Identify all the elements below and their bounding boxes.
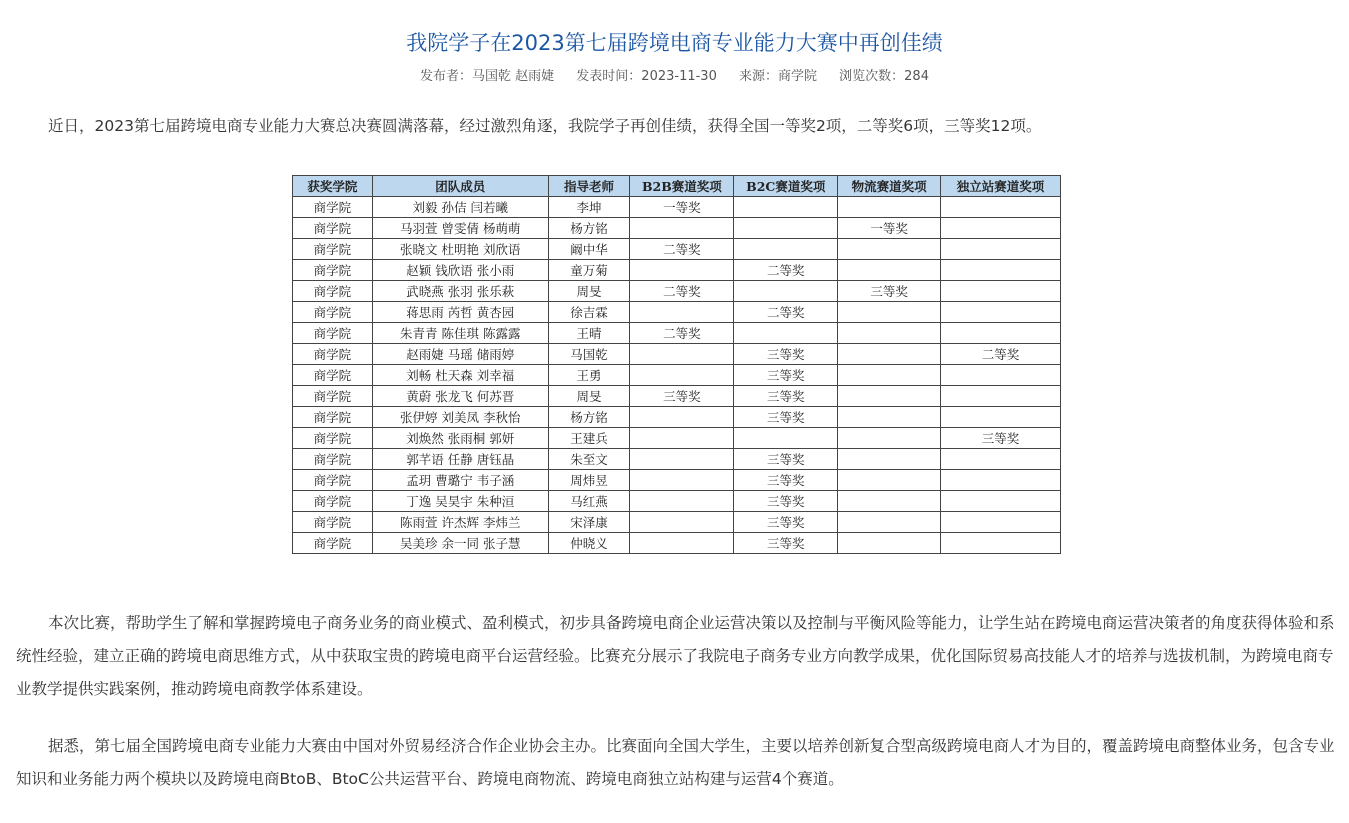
table-row (293, 407, 1061, 428)
table-cell: 二等奖 (734, 302, 838, 323)
table-cell: 商学院 (293, 512, 373, 533)
table-cell: 郭芊语 任静 唐钰晶 (372, 449, 548, 470)
table-cell (630, 407, 734, 428)
body-paragraph: 据悉，第七届全国跨境电商专业能力大赛由中国对外贸易经济合作企业协会主办。比赛面向全国大学生，主要以培养创新复合型高级跨境电商人才为目的，覆盖跨境电商整体业务，包含专业知识和业务能力两个模块以及跨境电商BtoB、BtoC公共运营平台、跨境电商物流、跨境电商独立站构建与运营4个赛道。 (16, 737, 1335, 788)
table-cell (734, 281, 838, 302)
table-cell: 周旻 (548, 386, 630, 407)
awards-table (292, 175, 1061, 554)
table-cell (838, 533, 941, 554)
table-cell (630, 365, 734, 386)
table-cell: 商学院 (293, 386, 373, 407)
table-cell: 三等奖 (734, 491, 838, 512)
table-cell: 一等奖 (838, 218, 941, 239)
table-cell (941, 386, 1061, 407)
table-row (293, 218, 1061, 239)
table-row (293, 239, 1061, 260)
table-cell (941, 323, 1061, 344)
table-cell (941, 260, 1061, 281)
table-row (293, 323, 1061, 344)
table-cell: 王勇 (548, 365, 630, 386)
table-cell (838, 407, 941, 428)
table-row (293, 260, 1061, 281)
table-cell: 三等奖 (734, 365, 838, 386)
publisher-label: 发布者：马国乾 赵雨婕 (420, 69, 555, 84)
table-cell (941, 365, 1061, 386)
table-cell: 三等奖 (734, 407, 838, 428)
table-cell: 孟玥 曹璐宁 韦子涵 (372, 470, 548, 491)
table-cell: 赵颖 钱欣语 张小雨 (372, 260, 548, 281)
table-row (293, 428, 1061, 449)
table-cell: 商学院 (293, 407, 373, 428)
table-cell (941, 281, 1061, 302)
table-cell (630, 344, 734, 365)
table-cell (838, 302, 941, 323)
table-cell: 商学院 (293, 344, 373, 365)
table-header-cell: 物流赛道奖项 (838, 176, 941, 197)
table-cell: 商学院 (293, 302, 373, 323)
publish-date: 发表时间：2023-11-30 (576, 69, 717, 84)
table-cell: 周炜昱 (548, 470, 630, 491)
table-cell (941, 218, 1061, 239)
table-cell: 马国乾 (548, 344, 630, 365)
table-cell (941, 491, 1061, 512)
table-cell (941, 197, 1061, 218)
table-cell (630, 512, 734, 533)
table-row (293, 302, 1061, 323)
table-cell (838, 344, 941, 365)
table-cell: 三等奖 (734, 533, 838, 554)
table-cell: 三等奖 (734, 512, 838, 533)
table-cell: 商学院 (293, 218, 373, 239)
table-cell: 商学院 (293, 260, 373, 281)
table-header-cell: 独立站赛道奖项 (941, 176, 1061, 197)
table-cell: 商学院 (293, 239, 373, 260)
table-cell: 蒋思雨 芮哲 黄杏园 (372, 302, 548, 323)
table-cell: 三等奖 (734, 470, 838, 491)
table-cell (734, 323, 838, 344)
table-cell (630, 533, 734, 554)
table-cell (838, 491, 941, 512)
table-cell (941, 302, 1061, 323)
table-cell (630, 260, 734, 281)
source-label: 来源：商学院 (739, 69, 818, 84)
table-cell: 商学院 (293, 281, 373, 302)
table-cell: 三等奖 (734, 386, 838, 407)
table-cell: 张晓文 杜明艳 刘欣语 (372, 239, 548, 260)
table-cell: 二等奖 (941, 344, 1061, 365)
table-cell: 一等奖 (630, 197, 734, 218)
view-count: 浏览次数：284 (839, 69, 929, 84)
table-cell (838, 197, 941, 218)
table-cell (838, 260, 941, 281)
table-cell (630, 218, 734, 239)
table-row (293, 365, 1061, 386)
table-cell: 徐吉霖 (548, 302, 630, 323)
table-cell: 丁逸 吴昊宇 朱种洹 (372, 491, 548, 512)
table-cell (734, 239, 838, 260)
table-cell: 朱至文 (548, 449, 630, 470)
table-cell: 二等奖 (630, 281, 734, 302)
table-cell (941, 239, 1061, 260)
table-body (293, 197, 1061, 554)
table-header-row (293, 176, 1061, 197)
table-row (293, 197, 1061, 218)
table-cell: 商学院 (293, 470, 373, 491)
table-cell (630, 491, 734, 512)
table-cell: 商学院 (293, 197, 373, 218)
table-cell (734, 428, 838, 449)
table-cell: 三等奖 (734, 344, 838, 365)
table-row (293, 470, 1061, 491)
table-row (293, 533, 1061, 554)
table-cell (941, 407, 1061, 428)
table-cell: 吴美珍 余一同 张子慧 (372, 533, 548, 554)
table-cell: 刘毅 孙佶 闫若曦 (372, 197, 548, 218)
table-cell (838, 323, 941, 344)
table-cell: 王晴 (548, 323, 630, 344)
table-cell: 赵雨婕 马瑶 储雨婷 (372, 344, 548, 365)
table-cell: 陈雨萱 许杰辉 李炜兰 (372, 512, 548, 533)
table-cell: 朱青青 陈佳琪 陈露露 (372, 323, 548, 344)
table-row (293, 491, 1061, 512)
table-header-cell: B2B赛道奖项 (630, 176, 734, 197)
table-cell: 商学院 (293, 449, 373, 470)
table-cell: 马羽萱 曾雯倩 杨萌萌 (372, 218, 548, 239)
table-cell: 二等奖 (630, 323, 734, 344)
table-cell: 童万菊 (548, 260, 630, 281)
article-meta (0, 68, 1349, 86)
table-cell: 三等奖 (838, 281, 941, 302)
table-cell: 仲晓义 (548, 533, 630, 554)
table-row (293, 512, 1061, 533)
table-cell: 刘焕然 张雨桐 郭妍 (372, 428, 548, 449)
table-cell (941, 533, 1061, 554)
table-cell: 三等奖 (941, 428, 1061, 449)
table-cell: 马红燕 (548, 491, 630, 512)
table-cell: 武晓燕 张羽 张乐萩 (372, 281, 548, 302)
table-row (293, 344, 1061, 365)
article-title: 我院学子在2023第七届跨境电商专业能力大赛中再创佳绩 (406, 31, 943, 55)
table-cell (734, 197, 838, 218)
table-cell: 商学院 (293, 323, 373, 344)
table-cell (838, 239, 941, 260)
table-cell (941, 449, 1061, 470)
table-cell (838, 386, 941, 407)
table-cell: 黄蔚 张龙飞 何苏晋 (372, 386, 548, 407)
table-cell: 王建兵 (548, 428, 630, 449)
table-cell (630, 470, 734, 491)
table-cell: 二等奖 (734, 260, 838, 281)
table-cell: 商学院 (293, 491, 373, 512)
table-cell (838, 428, 941, 449)
table-cell (838, 449, 941, 470)
table-cell: 商学院 (293, 428, 373, 449)
table-cell: 二等奖 (630, 239, 734, 260)
table-cell (630, 449, 734, 470)
table-cell (941, 470, 1061, 491)
table-cell (838, 470, 941, 491)
table-cell: 三等奖 (734, 449, 838, 470)
table-row (293, 281, 1061, 302)
table-cell: 商学院 (293, 365, 373, 386)
table-cell: 刘畅 杜天森 刘幸福 (372, 365, 548, 386)
table-cell (838, 512, 941, 533)
table-header-cell: 指导老师 (548, 176, 630, 197)
table-cell: 张伊婷 刘美凤 李秋怡 (372, 407, 548, 428)
table-cell (734, 218, 838, 239)
table-cell (838, 365, 941, 386)
table-cell: 宋泽康 (548, 512, 630, 533)
table-cell: 商学院 (293, 533, 373, 554)
table-cell (630, 302, 734, 323)
table-row (293, 386, 1061, 407)
body-paragraph: 本次比赛，帮助学生了解和掌握跨境电子商务业务的商业模式、盈利模式，初步具备跨境电商企业运营决策以及控制与平衡风险等能力，让学生站在跨境电商运营决策者的角度获得体验和系统性经验，建立正确的跨境电商思维方式，从中获取宝贵的跨境电商平台运营经验。比赛充分展示了我院电子商务专业方向教学成果，优化国际贸易高技能人才的培养与选拔机制，为跨境电商专业教学提供实践案例，推动跨境电商教学体系建设。 (16, 614, 1335, 698)
intro-paragraph: 近日，2023第七届跨境电商专业能力大赛总决赛圆满落幕，经过激烈角逐，我院学子再创佳绩，获得全国一等奖2项，二等奖6项，三等奖12项。 (48, 117, 1042, 135)
table-cell: 杨方铭 (548, 218, 630, 239)
table-cell: 三等奖 (630, 386, 734, 407)
table-header-cell: 团队成员 (372, 176, 548, 197)
table-header-cell: B2C赛道奖项 (734, 176, 838, 197)
table-cell: 杨方铭 (548, 407, 630, 428)
table-cell: 周旻 (548, 281, 630, 302)
table-cell: 阚中华 (548, 239, 630, 260)
table-row (293, 449, 1061, 470)
table-cell (630, 428, 734, 449)
table-cell (941, 512, 1061, 533)
table-cell: 李坤 (548, 197, 630, 218)
table-header-cell: 获奖学院 (293, 176, 373, 197)
